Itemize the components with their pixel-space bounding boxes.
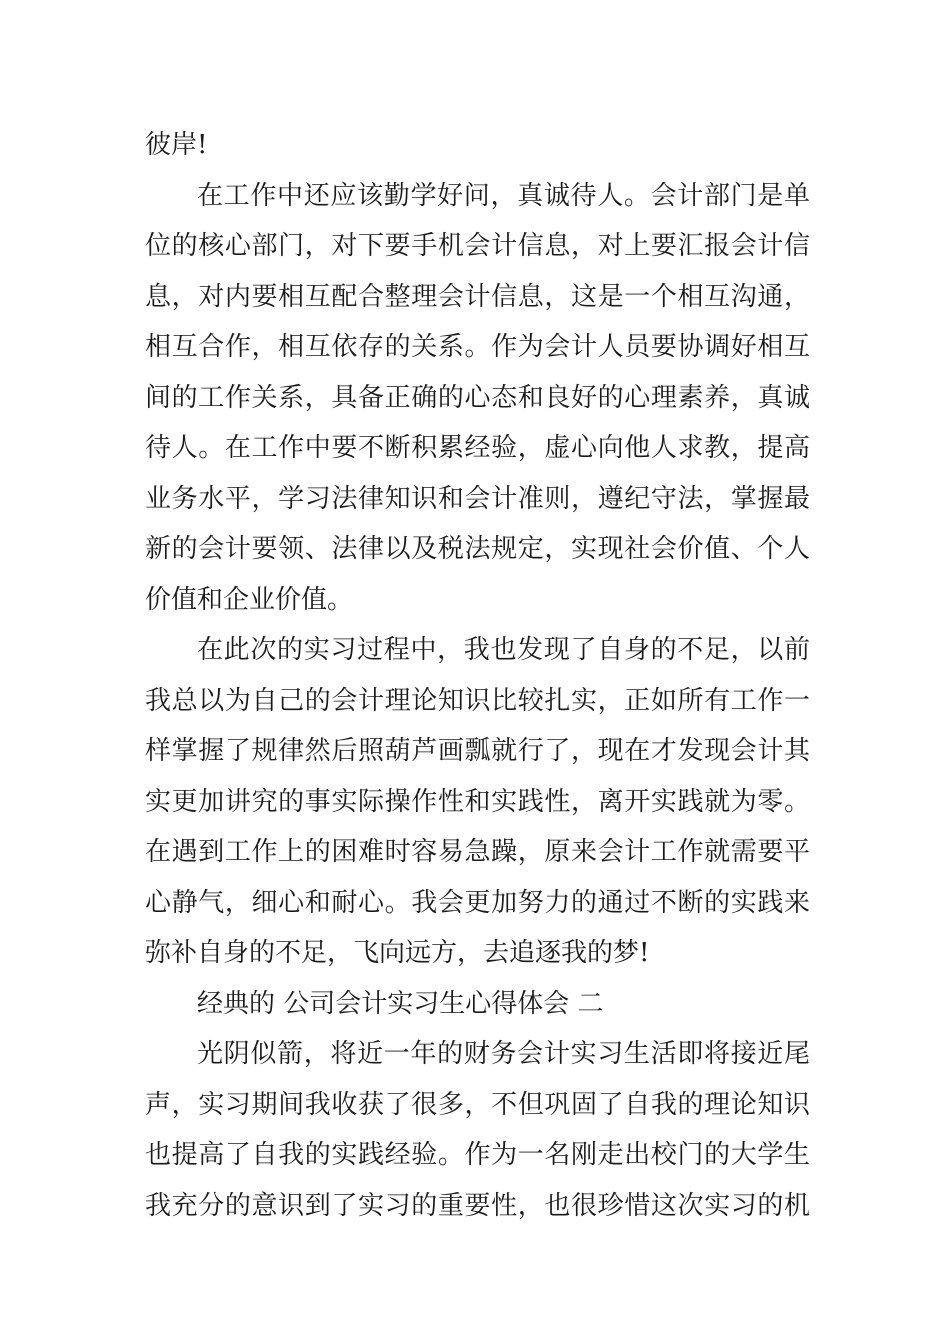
- text-line: 间的工作关系，具备正确的心态和良好的心理素养，真诚: [145, 382, 810, 413]
- text-line: 我总以为自己的会计理论知识比较扎实，正如所有工作一: [145, 685, 810, 716]
- text-line: 我充分的意识到了实习的重要性，也很珍惜这次实习的机: [145, 1190, 810, 1221]
- paragraph-first-line: 光阴似箭，将近一年的财务会计实习生活即将接近尾: [197, 1039, 810, 1069]
- paragraph-first-line: 在工作中还应该勤学好问，真诚待人。会计部门是单: [197, 180, 810, 211]
- text-line: 价值和企业价值。: [145, 584, 354, 615]
- document-body: [145, 120, 810, 1231]
- paragraph-first-line: 在此次的实习过程中，我也发现了自身的不足，以前: [197, 635, 810, 665]
- text-line: 声，实习期间我收获了很多，不但巩固了自我的理论知识: [145, 1089, 810, 1120]
- text-line: 样掌握了规律然后照葫芦画瓢就行了，现在才发现会计其: [145, 736, 810, 766]
- text-line: 弥补自身的不足，飞向远方，去追逐我的梦!: [145, 938, 650, 968]
- section-heading: 经典的 公司会计实习生心得体会 二: [197, 988, 604, 1019]
- text-line: 新的会计要领、法律以及税法规定，实现社会价值、个人: [145, 534, 810, 564]
- text-line: 在遇到工作上的困难时容易急躁，原来会计工作就需要平: [145, 837, 810, 867]
- text-line: 心静气，细心和耐心。我会更加努力的通过不断的实践来: [145, 887, 810, 918]
- text-line: 实更加讲究的事实际操作性和实践性，离开实践就为零。: [145, 786, 810, 817]
- text-line: 待人。在工作中要不断积累经验，虚心向他人求教，提高: [145, 433, 810, 463]
- text-line: 也提高了自我的实践经验。作为一名刚走出校门的大学生: [145, 1140, 810, 1170]
- text-line: 彼岸!: [145, 130, 208, 160]
- text-line: 息，对内要相互配合整理会计信息，这是一个相互沟通，: [145, 281, 810, 312]
- text-line: 位的核心部门，对下要手机会计信息，对上要汇报会计信: [145, 231, 810, 261]
- text-line: 业务水平，学习法律知识和会计准则，遵纪守法，掌握最: [145, 483, 810, 514]
- text-line: 相互合作，相互依存的关系。作为会计人员要协调好相互: [145, 332, 810, 362]
